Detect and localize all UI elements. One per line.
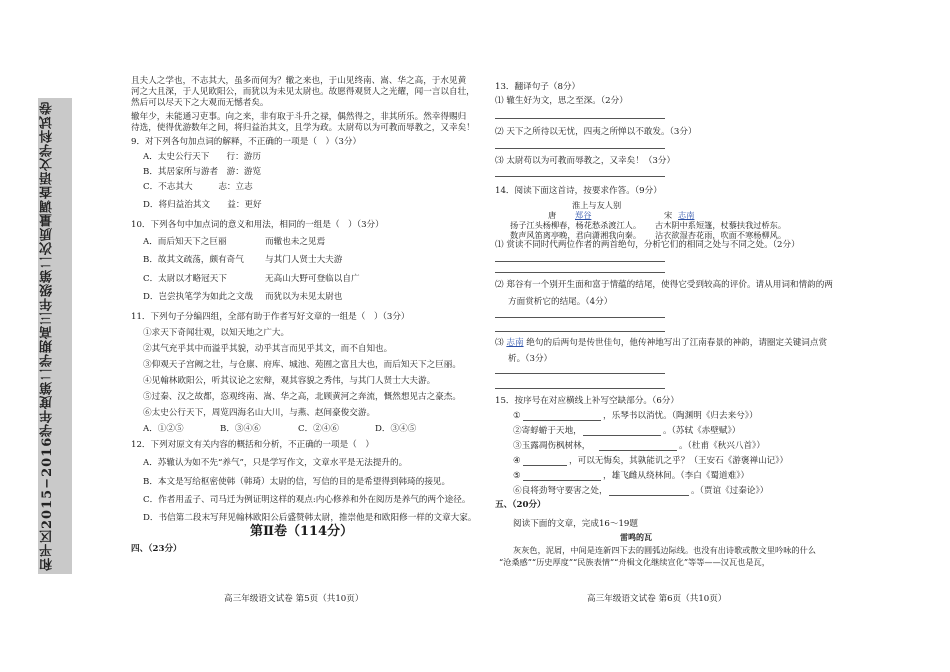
q14-part2-line1: ⑵ 郑谷有一个别开生面和富于情蕴的结尾，使得它受到较高的评价。请从用词和情韵的两 <box>495 280 833 290</box>
q9-text: 9．对下列各句加点词的解释，不正确的一项是（ ）（3分） <box>131 137 362 147</box>
q10-b-right: 与其门人贤士大夫游 <box>265 255 343 265</box>
exam-title: 和平区2015−2016学年度第二学期高三年级第二次质量调查语文学科试卷 <box>40 100 55 572</box>
poem-right-line2: 沾衣欲湿杏花雨，吹面不寒杨柳风。 <box>655 230 787 240</box>
q14-part3-number: ⑶ <box>495 338 504 348</box>
q11-option-c: C．②④⑥ <box>298 424 339 434</box>
q11-option-d: D．③④⑤ <box>375 424 417 434</box>
answer-line[interactable] <box>495 118 665 119</box>
poem-left-line1: 扬子江头杨柳春，杨花愁杀渡江人。 <box>510 220 642 230</box>
q15-item-4-suffix: ，可以无悔矣，其孰能讥之乎？（王安石《游褒禅山记》） <box>569 456 789 466</box>
q11-option-a: A．①②⑤ <box>143 424 184 434</box>
q15-item-5-suffix: ，雄飞雌从绕林间。（李白《蜀道难》） <box>603 471 750 481</box>
q12-option-d: D．书信第二段末写拜见翰林欧阳公后盛赞韩太尉，推崇他是和欧阳修一样的文章大家。 <box>143 513 477 523</box>
q11-item-4: ④见翰林欧阳公，听其议论之宏辩，观其容貌之秀伟，与其门人贤士大夫游。 <box>143 376 436 386</box>
q12-option-b: B．本文是写给枢密使韩（韩琦）太尉的信，写信的目的是希望得到韩琦的接见。 <box>143 477 451 487</box>
answer-line[interactable] <box>495 388 665 389</box>
q14-part3-author: 志南 <box>506 338 524 348</box>
q13-item-3: ⑶ 太尉苟以为可教而辱教之，又幸矣！（3分） <box>495 156 676 166</box>
q15-item-1-prefix: ① <box>513 411 521 421</box>
q10-d-right: 而犹以为未见太尉也 <box>265 292 343 302</box>
q15-text: 15．按序号在对应横线上补写空缺部分。（6分） <box>495 396 679 406</box>
q14-part3-text: 绝句的后两句是传世佳句，他传神地写出了江南春景的神韵，请圈定关键词点赏 <box>526 338 828 348</box>
q11-item-5: ⑤过秦、汉之故都，恣观终南、嵩、华之高，北顾黄河之奔流，慨然想见古之豪杰。 <box>143 392 461 402</box>
para2-line2: 待选，使得优游数年之间，将归益治其文，且学为政。太尉苟以为可教而辱教之，又幸矣！ <box>131 123 475 133</box>
answer-line[interactable] <box>495 331 665 332</box>
para2-line1: 辙年少，未能通习吏事。向之来，非有取于斗升之禄，偶然得之，非其所乐。然幸得赐归 <box>131 112 467 122</box>
q10-a-left: A．而后知天下之巨丽 <box>143 237 227 247</box>
q13-item-1: ⑴ 辙生好为文，思之至深。（2分） <box>495 96 628 106</box>
answer-line[interactable] <box>495 373 665 374</box>
answer-line[interactable] <box>495 261 665 262</box>
poem-left-line2: 数声风笛离亭晚，君向潇湘我向秦。 <box>510 230 642 240</box>
q9-option-b: B．其居家所与游者 游：游览 <box>143 167 262 177</box>
q9-option-d: D．将归益治其文 益：更好 <box>143 200 262 210</box>
section-5-title: 五、（20分） <box>495 500 546 510</box>
q15-item-3-prefix: ③玉露凋伤枫树林， <box>513 441 591 451</box>
q15-item-6-prefix: ⑥良将劲弩守要害之处， <box>513 486 608 496</box>
q10-d-left: D．岂尝执笔学为如此之文哉 <box>143 292 254 302</box>
fill-blank[interactable] <box>523 420 601 421</box>
poem-right-author: 志南 <box>678 210 695 220</box>
q14-part3-line1 <box>495 338 827 349</box>
q12-option-c: C．作者用孟子、司马迁为例证明这样的观点:内心修养和外在阅历是养气的两个途径。 <box>143 495 471 505</box>
fill-blank[interactable] <box>583 435 661 436</box>
q14-part2-line2: 方面赏析它的结尾。（4分） <box>508 297 613 307</box>
answer-line[interactable] <box>495 317 665 318</box>
poem-left-author: 郑谷 <box>575 210 592 220</box>
answer-line[interactable] <box>495 176 665 177</box>
q10-c-right: 无高山大野可登临以自广 <box>265 274 360 284</box>
q10-b-left: B．故其文疏荡，颇有奇气 <box>143 255 244 265</box>
q11-item-6: ⑥太史公行天下，周览四海名山大川，与燕、赵间豪俊交游。 <box>143 408 376 418</box>
poem-right-dynasty: 宋 <box>664 210 673 220</box>
q10-a-right: 而辙也未之见焉 <box>265 237 326 247</box>
right-footer: 高三年级语文试卷 第6页（共10页） <box>587 594 727 604</box>
poem-left-dynasty: 唐 <box>548 210 557 220</box>
q13-text: 13．翻译句子（8分） <box>495 82 581 92</box>
q15-item-4-prefix: ④ <box>513 456 521 466</box>
fill-blank[interactable] <box>599 450 677 451</box>
q12-option-a: A．苏辙认为如不先“养气”，只是学写作文，文章水平是无法提升的。 <box>143 458 408 468</box>
q14-text: 14．阅读下面这首诗，按要求作答。（9分） <box>495 186 662 196</box>
q11-text: 11．下列句子分编四组，全部有助于作者写好文章的一组是（ ）（3分） <box>131 312 410 322</box>
section-4-title: 四、（23分） <box>131 544 182 554</box>
answer-line[interactable] <box>495 272 665 273</box>
fill-blank[interactable] <box>523 465 567 466</box>
q12-text: 12．下列对原文有关内容的概括和分析，不正确的一项是（ ） <box>131 440 374 450</box>
q15-item-2-prefix: ②寄蜉蝣于天地， <box>513 426 582 436</box>
article-line2: “沧桑感”“历史厚度”“民族表情”“舟楫文化继续宣化”等等——汉瓦也是瓦， <box>499 557 770 567</box>
poem-title: 淮上与友人别 <box>572 200 622 210</box>
q15-item-6-suffix: 。（贾谊《过秦论》） <box>691 486 769 496</box>
q15-item-5-prefix: ⑤ <box>513 471 521 481</box>
q14-part1: ⑴ 赏读不同时代两位作者的两首绝句，分析它们的相同之处与不同之处。（2分） <box>495 240 800 250</box>
fill-blank[interactable] <box>609 495 689 496</box>
q11-option-b: B．③④⑥ <box>220 424 261 434</box>
q9-option-c: C．不志其大 志：立志 <box>143 182 253 192</box>
q11-item-3: ③仰观天子宫阙之壮，与仓廪、府库、城池、苑囿之富且大也，而后知天下之巨丽。 <box>143 360 461 370</box>
q15-item-1-suffix: ，乐琴书以消忧。（陶渊明《归去来兮》） <box>603 411 758 421</box>
q15-item-3-suffix: 。（杜甫《秋兴八首》） <box>679 441 765 451</box>
q13-item-2: ⑵ 天下之所待以无忧，四夷之所惮以不敢发。（3分） <box>495 127 697 137</box>
para1-line2: 河之大且深，于人见欧阳公，而犹以为未见太尉也。故愿得观贤人之光耀，闻一言以自壮， <box>131 87 475 97</box>
q10-text: 10．下列各句中加点词的意义和用法，相同的一组是（ ）（3分） <box>131 220 384 230</box>
q14-part3-line2: 析。（3分） <box>508 354 553 364</box>
section-2-title: 第Ⅱ卷（114分） <box>250 524 354 539</box>
q11-item-2: ②其气充乎其中而溢乎其貌，动乎其言而见乎其文，而不自知也。 <box>143 344 393 354</box>
answer-line[interactable] <box>495 148 665 149</box>
article-line1: 灰灰色，泥屑，中间是连新四下去的圆弧边际线。也没有出诗歌或散文里吟咏的什么 <box>513 545 816 555</box>
fill-blank[interactable] <box>523 480 601 481</box>
side-banner <box>38 98 72 574</box>
para1-line3: 然后可以尽天下之大观而无憾者矣。 <box>131 98 269 108</box>
q10-c-left: C．太尉以才略冠天下 <box>143 274 227 284</box>
q15-item-2-suffix: 。（苏轼《赤壁赋》） <box>663 426 741 436</box>
q9-option-a: A．太史公行天下 行：游历 <box>143 152 261 162</box>
para1-line1: 且夫人之学也，不志其大，虽多而何为？辙之来也，于山见终南、嵩、华之高，于水见黄 <box>131 76 467 86</box>
q11-item-1: ①求天下奇闻壮观，以知天地之广大。 <box>143 328 290 338</box>
poem-right-line1: 古木阴中系短篷，杖藜扶我过桥东。 <box>655 220 787 230</box>
article-title: 雷鸣的瓦 <box>620 532 652 542</box>
reading-intro: 阅读下面的文章，完成16～19题 <box>513 519 638 529</box>
left-footer: 高三年级语文试卷 第5页（共10页） <box>224 594 364 604</box>
